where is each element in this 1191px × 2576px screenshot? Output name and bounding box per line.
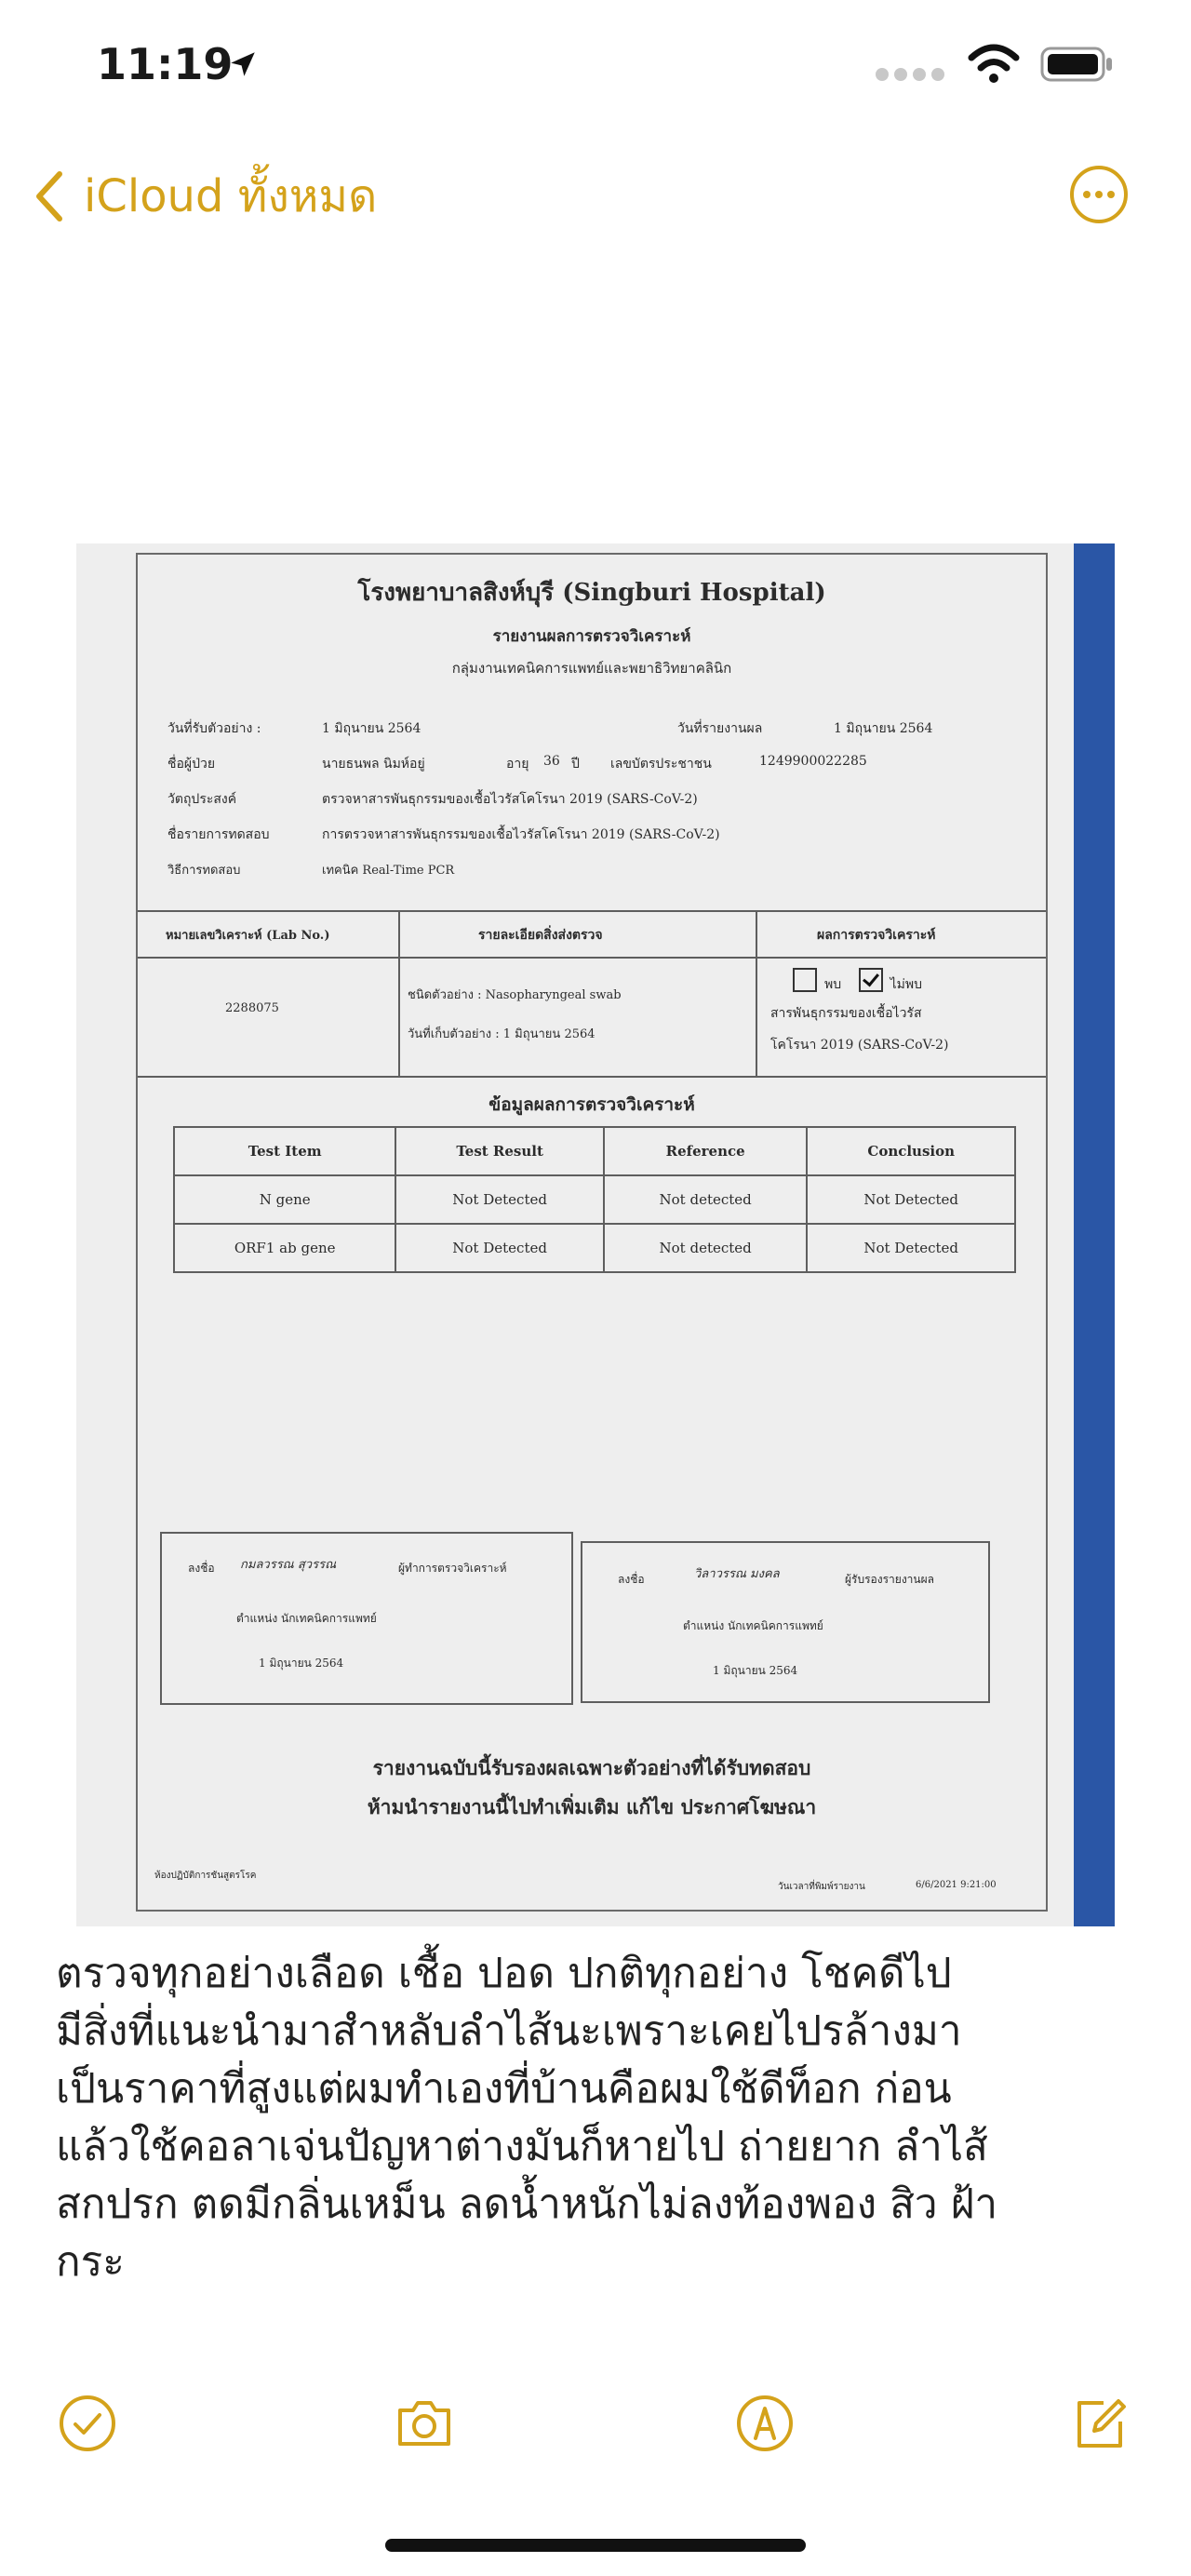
bottom-timestamp: 6/6/2021 9:21:00	[916, 1880, 997, 1890]
right-signature: วิลาวรรณ มงคล	[694, 1567, 780, 1581]
back-button[interactable]	[32, 164, 377, 229]
table-row	[174, 1224, 1015, 1272]
wifi-icon	[968, 43, 1020, 84]
signature-box-left	[160, 1532, 573, 1705]
markup-pen-icon[interactable]	[731, 2390, 798, 2457]
chevron-left-icon	[32, 168, 65, 224]
age-label: อายุ	[506, 757, 529, 771]
results-header-cell: Reference	[604, 1127, 807, 1175]
specimen-header: รายละเอียดสิ่งส่งตรวจ	[478, 928, 603, 943]
age-unit: ปี	[571, 757, 580, 771]
results-header-row	[174, 1127, 1015, 1175]
results-cell: ORF1 ab gene	[174, 1224, 395, 1272]
footer-line-1: รายงานฉบับนี้รับรองผลเฉพาะตัวอย่างที่ได้รับทดสอบ	[372, 1756, 811, 1779]
lab-report-frame	[136, 553, 1048, 1912]
results-header-cell: Test Result	[395, 1127, 604, 1175]
note-line: มีสิ่งที่แนะนำมาสำหลับลำไส้นะเพราะเคยไปรล้างมา	[56, 2007, 962, 2055]
results-header-cell: Test Item	[174, 1127, 395, 1175]
patient-label: ชื่อผู้ป่วย	[167, 757, 216, 771]
footer-line-2: ห้ามนำรายงานนี้ไปทำเพิ่มเติม แก้ไข ประกาศโฆษณา	[367, 1795, 817, 1818]
note-body[interactable]	[56, 1945, 1135, 2291]
right-date: 1 มิถุนายน 2564	[713, 1664, 798, 1677]
patient-value: นายธนพล นิมห์อยู่	[322, 757, 425, 771]
received-label: วันที่รับตัวอย่าง :	[167, 721, 261, 736]
battery-icon	[1040, 47, 1115, 82]
left-sign-label: ลงชื่อ	[188, 1562, 215, 1575]
purpose-label: วัตถุประสงค์	[167, 792, 237, 807]
status-time: 11:19	[97, 39, 234, 89]
found-label: พบ	[824, 977, 842, 992]
navigation-bar	[0, 140, 1191, 251]
note-line: ตรวจทุกอย่างเลือด เชื้อ ปอด ปกติทุกอย่าง โชคดีไป	[56, 1950, 952, 1997]
not-found-checkbox	[859, 968, 883, 992]
results-cell: N gene	[174, 1175, 395, 1224]
received-value: 1 มิถุนายน 2564	[322, 721, 422, 736]
found-checkbox	[793, 968, 817, 992]
right-role: ผู้รับรองรายงานผล	[845, 1573, 935, 1586]
hospital-title: โรงพยาบาลสิงห์บุรี (Singburi Hospital)	[357, 579, 826, 607]
test-name-value: การตรวจหาสารพันธุกรรมของเชื้อไวรัสโคโรนา 2019 (SARS-CoV-2)	[322, 827, 720, 842]
table-row	[174, 1175, 1015, 1224]
test-name-label: ชื่อรายการทดสอบ	[167, 827, 270, 842]
checklist-icon[interactable]	[54, 2390, 121, 2457]
attached-photo[interactable]	[76, 543, 1115, 1926]
results-table	[173, 1126, 1016, 1273]
specimen-type: ชนิดตัวอย่าง : Nasopharyngeal swab	[408, 988, 622, 1002]
right-sign-label: ลงชื่อ	[618, 1573, 645, 1586]
id-value: 1249900022285	[759, 754, 867, 769]
result-text-line-2: โคโรนา 2019 (SARS-CoV-2)	[770, 1038, 949, 1053]
results-cell: Not detected	[604, 1175, 807, 1224]
left-role: ผู้ทำการตรวจวิเคราะห์	[398, 1562, 507, 1575]
results-cell: Not Detected	[807, 1224, 1015, 1272]
cellular-signal-icon	[875, 67, 945, 82]
left-position: ตำแหน่ง นักเทคนิคการแพทย์	[236, 1612, 377, 1625]
result-header: ผลการตรวจวิเคราะห์	[817, 928, 936, 943]
note-line: แล้วใช้คอลาเจ่นปัญหาต่างมันก็หายไป ถ่ายยาก ลำไส้	[56, 2123, 988, 2170]
results-cell: Not Detected	[807, 1175, 1015, 1224]
method-value: เทคนิค Real-Time PCR	[322, 864, 455, 878]
method-label: วิธีการทดสอบ	[167, 864, 241, 878]
results-cell: Not Detected	[395, 1224, 604, 1272]
compose-icon[interactable]	[1066, 2390, 1133, 2457]
purpose-value: ตรวจหาสารพันธุกรรมของเชื้อไวรัสโคโรนา 2019 (SARS-CoV-2)	[322, 792, 698, 807]
back-button-label: iCloud ทั้งหมด	[84, 170, 378, 222]
bottom-toolbar	[0, 2382, 1191, 2472]
status-bar	[0, 0, 1191, 130]
lab-no-value: 2288075	[225, 1001, 279, 1015]
note-line: เป็นราคาที่สูงแต่ผมทำเองที่บ้านคือผมใช้ดีท็อก ก่อน	[56, 2065, 952, 2113]
table-divider	[398, 910, 400, 1076]
collected-date: วันที่เก็บตัวอย่าง : 1 มิถุนายน 2564	[408, 1027, 596, 1041]
right-position: ตำแหน่ง นักเทคนิคการแพทย์	[683, 1619, 823, 1632]
left-signature: กมลวรรณ สุวรรณ	[240, 1558, 337, 1572]
found-option	[793, 968, 922, 995]
home-indicator[interactable]	[385, 2539, 806, 2552]
lab-no-header: หมายเลขวิเคราะห์ (Lab No.)	[166, 929, 330, 943]
report-title: รายงานผลการตรวจวิเคราะห์	[492, 627, 691, 646]
not-found-label: ไม่พบ	[890, 977, 922, 992]
report-date-value: 1 มิถุนายน 2564	[834, 721, 933, 736]
department-name: กลุ่มงานเทคนิคการแพทย์และพยาธิวิทยาคลินิก	[451, 660, 732, 677]
id-label: เลขบัตรประชาชน	[610, 757, 712, 771]
table-rule	[138, 957, 1046, 959]
result-text-line-1: สารพันธุกรรมของเชื้อไวรัส	[770, 1006, 922, 1021]
location-arrow-icon	[227, 48, 259, 80]
table-rule	[138, 910, 1046, 912]
table-rule	[138, 1076, 1046, 1078]
bottom-left-note: ห้องปฏิบัติการชันสูตรโรค	[154, 1871, 257, 1881]
results-header-cell: Conclusion	[807, 1127, 1015, 1175]
camera-icon[interactable]	[391, 2390, 458, 2457]
results-heading: ข้อมูลผลการตรวจวิเคราะห์	[488, 1094, 695, 1115]
age-value: 36	[543, 754, 560, 769]
report-date-label: วันที่รายงานผล	[677, 721, 763, 736]
left-date: 1 มิถุนายน 2564	[259, 1657, 344, 1670]
results-cell: Not Detected	[395, 1175, 604, 1224]
results-cell: Not detected	[604, 1224, 807, 1272]
signature-box-right	[581, 1541, 990, 1703]
ellipsis-circle-icon[interactable]	[1068, 164, 1130, 225]
note-line: สกปรก ตดมีกลิ่นเหม็น ลดน้ำหนักไม่ลงท้องพอง สิว ฝ้า	[56, 2180, 998, 2228]
lab-report-paper	[76, 543, 1074, 1926]
note-line: กระ	[56, 2238, 125, 2286]
bottom-right-note: วันเวลาที่พิมพ์รายงาน	[778, 1882, 865, 1892]
table-divider	[756, 910, 757, 1076]
